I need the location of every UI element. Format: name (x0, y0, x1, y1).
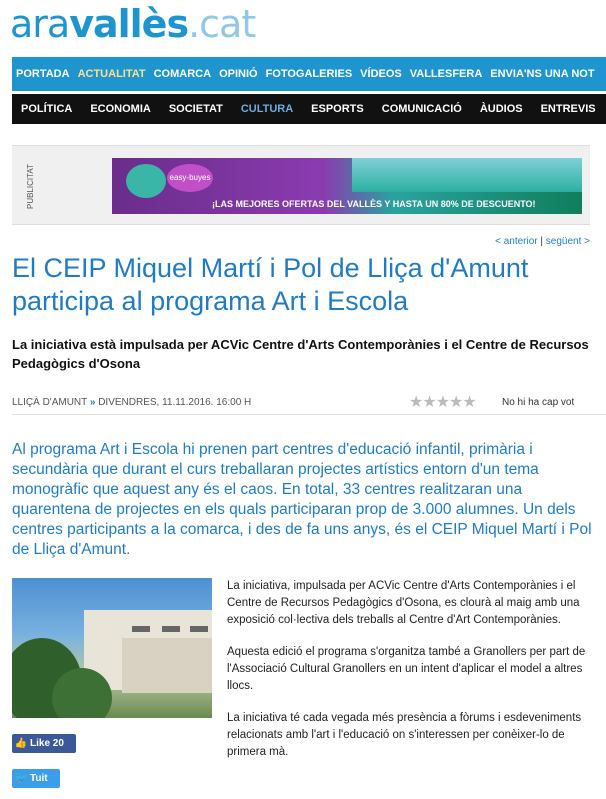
twitter-bird-icon: 🐦 (14, 773, 28, 784)
section-nav-item[interactable]: SOCIETAT (168, 103, 223, 115)
article-body (227, 578, 595, 776)
facebook-thumb-icon: 👍 (14, 738, 28, 749)
banner-palm-image (126, 164, 166, 198)
logo-part-ara: ara (10, 2, 70, 46)
main-nav-item[interactable]: ACTUALITAT (77, 68, 146, 80)
chevron-right-icon: » (89, 397, 96, 408)
photo-window (162, 626, 180, 632)
main-nav-item[interactable]: VALLESFERA (409, 68, 483, 80)
article-paragraph: Aquesta edició el programa s'organitza també a Granollers per part de l'Associació Cultural Granollers en un intent d'aplicar el model a altres llocs. (227, 646, 586, 692)
banner-sea-image (352, 158, 582, 192)
star-icon[interactable]: ★ (462, 394, 477, 411)
ad-label: PUBLICITAT (26, 163, 35, 209)
section-nav-item[interactable]: ÀUDIOS (479, 103, 523, 115)
article-meta (12, 392, 606, 415)
star-icon[interactable]: ★ (435, 394, 451, 411)
ad-badge: easy-buyes (167, 164, 213, 192)
star-icon[interactable]: ★ (409, 394, 424, 411)
section-nav-item[interactable]: ENTREVIS (540, 103, 596, 115)
section-nav-item[interactable]: CULTURA (240, 103, 294, 115)
article-lead: Al programa Art i Escola hi prenen part centres d'educació infantil, primària i secundària que durant el curs treballaran projectes artístics entorn d'un tema monogràfic que aquest any és el caos. En total, 33 centres realitzaran una quarentena de projectes en els quals participaran prop de 3.000 alumnes. Un dels centres participants a la comarca, i des de fa uns anys, és el CEIP Miquel Martí i Pol de Lliça d'Amunt. (12, 441, 592, 558)
section-nav-item[interactable]: ESPORTS (311, 103, 364, 115)
facebook-like-button[interactable] (12, 734, 76, 753)
tweet-label: Tuit (30, 773, 48, 784)
article-paragraph: La iniciativa, impulsada per ACVic Centre d'Arts Contemporànies i el Centre de Recursos Pedagògics d'Osona, es clourà al maig amb una exposició col·lectiva dels treballs al Centre d'Art Contemporànies. (227, 580, 580, 626)
tweet-button[interactable] (12, 769, 60, 788)
article-paragraph: La iniciativa té cada vegada més presència a fòrums i esdeveniments relacionats amb l'art i l'educació on s'interessen per conèixer-lo de primera mà. (227, 712, 582, 758)
article-date: DIVENDRES, 11.11.2016. 16:00 H (98, 397, 252, 408)
photo-window (132, 626, 150, 632)
article-photo[interactable] (12, 578, 212, 718)
main-nav-item[interactable]: VÍDEOS (360, 68, 402, 80)
photo-window (190, 626, 208, 632)
article-pagination (495, 236, 590, 247)
section-navigation (12, 94, 606, 124)
ad-text: ¡LAS MEJORES OFERTAS DEL VALLÈS Y HASTA UN 80% DE DESCUENTO! (212, 199, 536, 209)
section-nav-item[interactable]: COMUNICACIÓ (381, 103, 462, 115)
like-label: Like 20 (30, 738, 64, 749)
main-nav-item[interactable]: COMARCA (153, 68, 212, 80)
main-nav-item[interactable]: FOTOGALERIES (265, 68, 353, 80)
location-link[interactable]: LLIÇÀ D'AMUNT (12, 397, 88, 408)
main-nav-item[interactable]: PORTADA (16, 68, 70, 80)
article-title: El CEIP Miquel Martí i Pol de Lliça d'Amunt participa al programa Art i Escola (12, 253, 529, 316)
ad-banner[interactable] (112, 158, 582, 214)
main-nav-item[interactable]: OPINIÓ (219, 68, 258, 80)
rating-stars[interactable] (409, 392, 476, 416)
vote-count: No hi ha cap vot (502, 397, 575, 408)
site-logo[interactable] (10, 2, 255, 46)
section-nav-item[interactable]: ECONOMIA (90, 103, 151, 115)
main-navigation (12, 57, 606, 91)
logo-part-cat: .cat (188, 2, 256, 46)
next-link[interactable]: següent > (545, 236, 590, 247)
advertisement-box (12, 145, 590, 225)
section-nav-item[interactable]: POLÍTICA (21, 103, 73, 115)
main-nav-item[interactable]: ENVIA'NS UNA NOT (490, 68, 595, 80)
star-icon[interactable]: ★ (422, 394, 437, 411)
pagination-separator: | (540, 236, 543, 247)
logo-part-valles: vallès (69, 2, 189, 46)
previous-link[interactable]: < anterior (495, 236, 538, 247)
star-icon[interactable]: ★ (449, 394, 464, 411)
article-subtitle: La iniciativa està impulsada per ACVic Centre d'Arts Contemporànies i el Centre de Recursos Pedagògics d'Osona (12, 337, 589, 371)
photo-building-wing (122, 638, 212, 693)
